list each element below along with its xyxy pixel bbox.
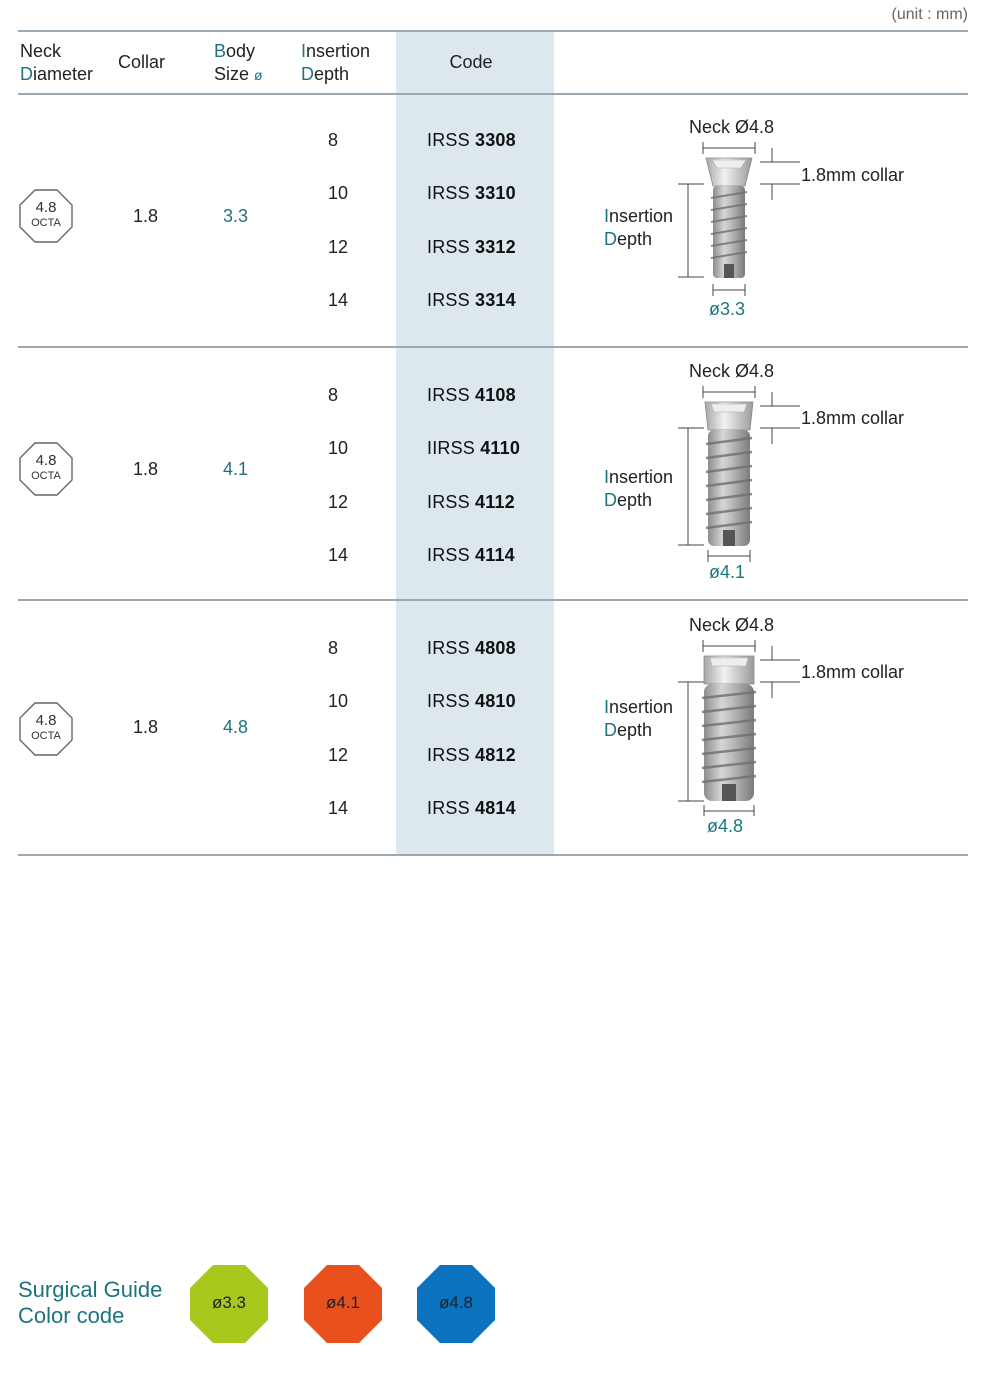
product-code: IRSS 4112	[427, 492, 515, 512]
product-code: IRSS 3310	[427, 183, 516, 203]
guide-color-badge-4-8: ø4.8	[417, 1265, 495, 1343]
collar-label: 1.8mm collar	[801, 662, 905, 682]
body-size-value: 4.1	[223, 459, 249, 479]
product-code: IRSS 4108	[427, 385, 516, 405]
neck-diameter-badge: 4.8 OCTA	[19, 702, 73, 756]
implant-4-8-drawing	[670, 636, 810, 816]
neck-diameter-badge: 4.8 OCTA	[19, 189, 73, 243]
collar-label: 1.8mm collar	[801, 408, 905, 428]
depth-value: 10	[328, 691, 349, 711]
table-top-rule	[18, 30, 968, 32]
collar-value: 1.8	[133, 206, 159, 226]
header-code: Code	[449, 52, 493, 72]
body-size-value: 3.3	[223, 206, 249, 226]
body-size-value: 4.8	[223, 717, 249, 737]
depth-value: 10	[328, 183, 349, 203]
depth-value: 12	[328, 745, 349, 765]
collar-value: 1.8	[133, 459, 159, 479]
body-diameter-label: ø3.3	[709, 299, 746, 319]
header-collar: Collar	[118, 52, 166, 72]
product-code: IRSS 4114	[427, 545, 515, 565]
depth-value: 12	[328, 237, 349, 257]
product-code: IRSS 4812	[427, 745, 516, 765]
collar-value: 1.8	[133, 717, 159, 737]
body-diameter-label: ø4.8	[707, 816, 744, 836]
depth-value: 10	[328, 438, 349, 458]
neck-diameter-label: Neck Ø4.8	[689, 361, 775, 381]
neck-diameter-label: Neck Ø4.8	[689, 615, 775, 635]
product-code: IRSS 3314	[427, 290, 516, 310]
guide-color-badge-4-1: ø4.1	[304, 1265, 382, 1343]
implant-4-1-drawing	[670, 382, 810, 562]
unit-note: (unit : mm)	[891, 6, 968, 23]
neck-diameter-label: Neck Ø4.8	[689, 117, 775, 137]
group-divider	[18, 599, 968, 601]
group-divider	[18, 346, 968, 348]
octagon-icon	[19, 702, 73, 756]
product-code: IRSS 3312	[427, 237, 516, 257]
surgical-guide-title: Surgical Guide Color code	[18, 1277, 163, 1328]
guide-color-badge-3-3: ø3.3	[190, 1265, 268, 1343]
header-bottom-rule	[18, 93, 968, 95]
depth-value: 14	[328, 290, 349, 310]
neck-diameter-badge: 4.8 OCTA	[19, 442, 73, 496]
insertion-depth-label: Insertion Depth	[604, 467, 674, 510]
product-code: IRSS 4810	[427, 691, 516, 711]
depth-value: 8	[328, 638, 339, 658]
implant-3-3-drawing	[670, 138, 810, 303]
insertion-depth-label: Insertion Depth	[604, 206, 674, 249]
depth-value: 14	[328, 545, 349, 565]
octagon-icon	[19, 189, 73, 243]
body-diameter-label: ø4.1	[709, 562, 746, 582]
depth-value: 12	[328, 492, 349, 512]
product-code: IRSS 4814	[427, 798, 516, 818]
product-code: IRSS 3308	[427, 130, 516, 150]
insertion-depth-label: Insertion Depth	[604, 697, 674, 740]
product-code: IRSS 4808	[427, 638, 516, 658]
product-code: IIRSS 4110	[427, 438, 521, 458]
depth-value: 8	[328, 130, 339, 150]
table-bottom-rule	[18, 854, 968, 856]
depth-value: 14	[328, 798, 349, 818]
octagon-icon	[19, 442, 73, 496]
header-neck-diameter: Neck Diameter	[20, 41, 94, 84]
header-insertion-depth: Insertion Depth	[301, 41, 371, 84]
header-body-size: Body Size ø	[214, 41, 263, 84]
collar-label: 1.8mm collar	[801, 165, 905, 185]
depth-value: 8	[328, 385, 339, 405]
